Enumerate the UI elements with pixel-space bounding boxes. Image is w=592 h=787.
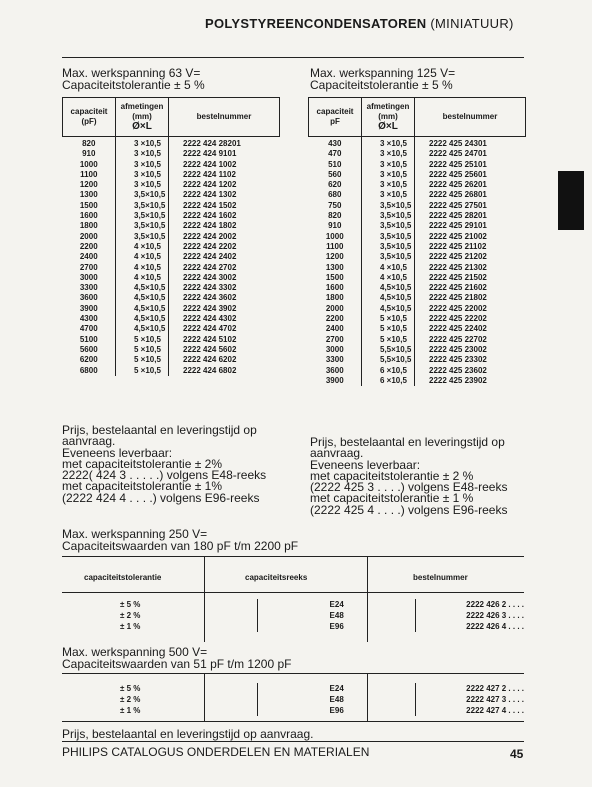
- dimension-cell: 4 ×10,5: [116, 252, 169, 262]
- order-number-cell: 2222 425 23302: [429, 355, 487, 365]
- table-row: [309, 242, 526, 252]
- table-row: [309, 366, 526, 376]
- header-rule: [62, 57, 524, 58]
- table-row: [63, 190, 280, 200]
- order-number-cell: 2222 427 4 . . . .: [466, 706, 524, 715]
- tolerance-cell: ± 1 %: [62, 621, 258, 632]
- capacitance-cell: 3600: [309, 366, 362, 376]
- table-row: [309, 283, 526, 293]
- order-number-cell: 2222 425 21202: [429, 252, 487, 262]
- dimension-cell: 4 ×10,5: [362, 273, 415, 283]
- note-line: aanvraag.: [62, 434, 116, 449]
- capacitance-cell: 3900: [309, 376, 362, 386]
- order-number-cell: 2222 424 4302: [183, 314, 237, 324]
- capacitance-cell: 1600: [63, 211, 116, 221]
- left-tolerance: Capaciteitstolerantie ± 5 %: [62, 78, 205, 92]
- tolerance-cell: ± 5 %: [62, 683, 258, 694]
- table-row: [309, 170, 526, 180]
- capacitance-cell: 4700: [63, 324, 116, 334]
- left-table-body: [63, 137, 280, 376]
- dimension-cell: 3,5×10,5: [362, 201, 415, 211]
- capacitance-cell: 3900: [63, 304, 116, 314]
- note-line: met capaciteitstolerantie ± 2%: [62, 456, 222, 471]
- dimension-cell: 3 ×10,5: [362, 137, 415, 150]
- order-number-cell: 2222 424 6202: [183, 355, 237, 365]
- capacitance-cell: 5600: [63, 345, 116, 355]
- capacitance-cell: 3000: [63, 273, 116, 283]
- tolerance-cell: ± 2 %: [62, 694, 258, 705]
- dimension-cell: 3,5×10,5: [362, 252, 415, 262]
- order-number-cell: 2222 424 1202: [183, 180, 237, 190]
- order-number-cell: 2222 425 21002: [429, 231, 487, 241]
- note-line: met capaciteitstolerantie ± 1%: [62, 479, 222, 494]
- section-250-table: [62, 599, 524, 632]
- capacitance-cell: 2700: [309, 335, 362, 345]
- order-number-cell: 2222 427 2 . . . .: [466, 684, 524, 693]
- section-250-voltage: Max. werkspanning 250 V=: [62, 527, 208, 541]
- order-number-cell: 2222 424 3302: [183, 283, 237, 293]
- col-bestelnummer: bestelnummer: [413, 573, 468, 582]
- order-number-cell: 2222 424 5602: [183, 344, 237, 354]
- right-notes: [310, 437, 507, 516]
- note-line: aanvraag.: [310, 446, 364, 461]
- dimension-cell: 4,5×10,5: [362, 304, 415, 314]
- capacitance-cell: 620: [309, 180, 362, 190]
- order-number-cell: 2222 424 2702: [183, 262, 237, 272]
- note-line: Eveneens leverbaar:: [310, 457, 421, 472]
- table-row: [63, 149, 280, 159]
- order-number-cell: 2222 425 21802: [429, 293, 487, 303]
- capacitance-cell: 3300: [63, 283, 116, 293]
- dimension-cell: 4 ×10,5: [362, 263, 415, 273]
- capacitance-cell: 2400: [63, 252, 116, 262]
- order-number-cell: 2222 425 24701: [429, 149, 487, 159]
- order-number-cell: 2222 424 1002: [183, 159, 237, 169]
- capacitance-cell: 820: [63, 137, 116, 150]
- table-row: [62, 683, 524, 694]
- dimension-cell: 4,5×10,5: [362, 293, 415, 303]
- dimension-cell: 3 ×10,5: [362, 180, 415, 190]
- order-number-cell: 2222 424 2202: [183, 241, 237, 251]
- capacitance-cell: 4300: [63, 314, 116, 324]
- table-row: [63, 252, 280, 262]
- table-row: [309, 211, 526, 221]
- order-number-cell: 2222 425 26801: [429, 190, 487, 200]
- order-number-cell: 2222 425 24301: [429, 139, 487, 148]
- capacitance-cell: 470: [309, 149, 362, 159]
- order-number-cell: 2222 424 2002: [183, 231, 237, 241]
- table-row: [62, 610, 524, 621]
- dimension-cell: 4,5×10,5: [116, 293, 169, 303]
- table-row: [309, 376, 526, 386]
- table-row: [309, 160, 526, 170]
- order-number-cell: 2222 426 4 . . . .: [466, 622, 524, 631]
- order-number-cell: 2222 424 1302: [183, 190, 237, 200]
- dimension-cell: 5 ×10,5: [116, 335, 169, 345]
- section-500-voltage: Max. werkspanning 500 V=: [62, 645, 208, 659]
- series-cell: E24: [258, 683, 416, 694]
- dimension-cell: 3 ×10,5: [362, 149, 415, 159]
- note-line: (2222 425 4 . . . .) volgens E96-reeks: [310, 502, 508, 517]
- right-tolerance: Capaciteitstolerantie ± 5 %: [310, 78, 453, 92]
- tolerance-cell: ± 2 %: [62, 610, 258, 621]
- capacitance-cell: 750: [309, 201, 362, 211]
- dimension-cell: 3 ×10,5: [116, 160, 169, 170]
- dimension-cell: 4 ×10,5: [116, 273, 169, 283]
- index-tab-marker: [558, 171, 584, 230]
- table-row: [309, 335, 526, 345]
- note-line: 2222( 424 3 . . . . .) volgens E48-reeks: [62, 468, 267, 483]
- rule: [62, 721, 524, 722]
- tolerance-cell: ± 1 %: [62, 705, 258, 716]
- table-row: [309, 221, 526, 231]
- left-notes: [62, 425, 266, 504]
- col-bestelnummer: bestelnummer: [169, 98, 280, 137]
- dimension-cell: 5 ×10,5: [116, 366, 169, 376]
- order-number-cell: 2222 424 1102: [183, 169, 236, 179]
- dimension-cell: 5 ×10,5: [116, 345, 169, 355]
- table-row: [63, 345, 280, 355]
- table-row: [63, 324, 280, 334]
- dimension-cell: 3 ×10,5: [362, 160, 415, 170]
- table-row: [309, 190, 526, 200]
- col-capaciteit: capaciteit pF: [309, 98, 362, 137]
- table-row: [63, 170, 280, 180]
- capacitance-cell: 1300: [63, 190, 116, 200]
- note-line: Prijs, bestelaantal en leveringstijd op: [310, 435, 505, 449]
- order-number-cell: 2222 424 4702: [183, 324, 237, 334]
- capacitance-cell: 1100: [309, 242, 362, 252]
- col-afmetingen: afmetingen (mm) Ø×L: [362, 98, 415, 137]
- order-number-cell: 2222 425 25101: [429, 159, 487, 169]
- note-line: (2222 425 3 . . . .) volgens E48-reeks: [310, 480, 508, 495]
- capacitance-cell: 560: [309, 170, 362, 180]
- footer-note: Prijs, bestelaantal en leveringstijd op aanvraag.: [62, 727, 314, 741]
- series-cell: E96: [258, 705, 416, 716]
- note-line: met capaciteitstolerantie ± 1 %: [310, 491, 474, 506]
- dimension-cell: 3,5×10,5: [362, 242, 415, 252]
- col-capaciteit: capaciteit (pF): [63, 98, 116, 137]
- table-row: [63, 304, 280, 314]
- table-row: [309, 232, 526, 242]
- capacitance-cell: 5100: [63, 335, 116, 345]
- dimension-cell: 3 ×10,5: [362, 170, 415, 180]
- footer-rule: [62, 741, 524, 742]
- capacitance-cell: 910: [309, 221, 362, 231]
- capacitance-cell: 1000: [309, 232, 362, 242]
- catalog-title: PHILIPS CATALOGUS ONDERDELEN EN MATERIALEN: [62, 745, 370, 759]
- capacitance-cell: 910: [63, 149, 116, 159]
- order-number-cell: 2222 424 3002: [183, 272, 237, 282]
- capacitance-cell: 510: [309, 160, 362, 170]
- order-number-cell: 2222 424 5102: [183, 334, 237, 344]
- order-number-cell: 2222 425 27501: [429, 200, 487, 210]
- dimension-cell: 3,5×10,5: [116, 221, 169, 231]
- table-row: [63, 273, 280, 283]
- order-number-cell: 2222 425 26201: [429, 180, 487, 190]
- capacitance-cell: 1200: [63, 180, 116, 190]
- left-voltage: Max. werkspanning 63 V=: [62, 66, 201, 80]
- table-row: [63, 242, 280, 252]
- table-row: [309, 263, 526, 273]
- table-row: [62, 621, 524, 632]
- table-row: [63, 201, 280, 211]
- rule: [62, 592, 524, 593]
- table-row: [62, 694, 524, 705]
- order-number-cell: 2222 424 1602: [183, 211, 237, 221]
- capacitance-cell: 820: [309, 211, 362, 221]
- col-bestelnummer: bestelnummer: [415, 98, 526, 137]
- rule: [62, 556, 524, 557]
- table-row: [309, 252, 526, 262]
- order-number-cell: 2222 424 1502: [183, 200, 237, 210]
- capacitance-cell: 1500: [309, 273, 362, 283]
- dimension-cell: 4,5×10,5: [116, 324, 169, 334]
- order-number-cell: 2222 425 23602: [429, 365, 487, 375]
- page-number: 45: [510, 747, 524, 761]
- dimension-cell: 4,5×10,5: [116, 304, 169, 314]
- table-row: [62, 705, 524, 716]
- capacitance-cell: 2700: [63, 263, 116, 273]
- table-row: [63, 366, 280, 376]
- table-row: [309, 355, 526, 365]
- capacitance-cell: 2200: [309, 314, 362, 324]
- dimension-cell: 6 ×10,5: [362, 366, 415, 376]
- note-line: (2222 424 4 . . . .) volgens E96-reeks: [62, 490, 260, 505]
- title-suffix: (MINIATUUR): [430, 16, 514, 31]
- dimension-cell: 6 ×10,5: [362, 376, 415, 386]
- capacitance-cell: 1800: [309, 293, 362, 303]
- table-row: [63, 180, 280, 190]
- dimension-cell: 3,5×10,5: [362, 221, 415, 231]
- table-row: [63, 293, 280, 303]
- table-row: [309, 273, 526, 283]
- dimension-cell: 4 ×10,5: [116, 263, 169, 273]
- order-number-cell: 2222 426 3 . . . .: [466, 611, 524, 620]
- page-title: [205, 16, 514, 31]
- table-row: [309, 180, 526, 190]
- order-number-cell: 2222 425 28201: [429, 211, 487, 221]
- order-number-cell: 2222 425 23902: [429, 375, 487, 385]
- table-row: [63, 211, 280, 221]
- order-number-cell: 2222 424 2402: [183, 252, 237, 262]
- table-row: [309, 345, 526, 355]
- capacitance-cell: 1200: [309, 252, 362, 262]
- note-line: met capaciteitstolerantie ± 2 %: [310, 468, 474, 483]
- capacitance-cell: 3000: [309, 345, 362, 355]
- capacitance-cell: 2400: [309, 324, 362, 334]
- section-500-table: [62, 683, 524, 716]
- table-row: [63, 232, 280, 242]
- dimension-cell: 5,5×10,5: [362, 355, 415, 365]
- dimension-cell: 5 ×10,5: [362, 335, 415, 345]
- dimension-cell: 4,5×10,5: [116, 314, 169, 324]
- series-cell: E48: [258, 610, 416, 621]
- col-afmetingen: afmetingen (mm) Ø×L: [116, 98, 169, 137]
- dimension-cell: 3,5×10,5: [116, 190, 169, 200]
- capacitance-cell: 6800: [63, 366, 116, 376]
- order-number-cell: 2222 425 22002: [429, 303, 487, 313]
- section-500-range: Capaciteitswaarden van 51 pF t/m 1200 pF: [62, 657, 292, 671]
- order-number-cell: 2222 425 22402: [429, 324, 487, 334]
- capacitance-cell: 2200: [63, 242, 116, 252]
- note-line: Prijs, bestelaantal en leveringstijd op: [62, 423, 257, 437]
- dimension-cell: 3 ×10,5: [362, 190, 415, 200]
- order-number-cell: 2222 425 23002: [429, 344, 487, 354]
- table-row: [309, 314, 526, 324]
- rule: [62, 673, 524, 674]
- order-number-cell: 2222 424 1802: [183, 221, 237, 231]
- order-number-cell: 2222 425 21502: [429, 272, 487, 282]
- series-cell: E24: [258, 599, 416, 610]
- left-capacitor-table: [62, 97, 280, 376]
- col-capaciteitsreeks: capaciteitsreeks: [245, 573, 308, 582]
- section-250-range: Capaciteitswaarden van 180 pF t/m 2200 pF: [62, 539, 299, 553]
- dimension-cell: 3,5×10,5: [116, 211, 169, 221]
- right-voltage: Max. werkspanning 125 V=: [310, 66, 456, 80]
- table-row: [63, 335, 280, 345]
- table-row: [63, 263, 280, 273]
- note-line: Eveneens leverbaar:: [62, 445, 173, 460]
- dimension-cell: 4 ×10,5: [116, 242, 169, 252]
- table-row: [309, 293, 526, 303]
- order-number-cell: 2222 425 29101: [429, 221, 487, 231]
- order-number-cell: 2222 424 6802: [183, 365, 237, 375]
- order-number-cell: 2222 425 21602: [429, 283, 487, 293]
- table-row: [309, 304, 526, 314]
- table-row: [63, 137, 280, 150]
- order-number-cell: 2222 426 2 . . . .: [466, 600, 524, 609]
- right-table-body: [309, 137, 526, 387]
- dimension-cell: 3 ×10,5: [116, 180, 169, 190]
- dimension-cell: 4,5×10,5: [362, 283, 415, 293]
- dimension-cell: 3,5×10,5: [362, 232, 415, 242]
- capacitance-cell: 2000: [309, 304, 362, 314]
- capacitance-cell: 680: [309, 190, 362, 200]
- table-row: [63, 355, 280, 365]
- dimension-cell: 5 ×10,5: [362, 324, 415, 334]
- col-capaciteitstolerantie: capaciteitstolerantie: [84, 573, 162, 582]
- capacitance-cell: 1300: [309, 263, 362, 273]
- table-row: [309, 137, 526, 150]
- dimension-cell: 3 ×10,5: [116, 170, 169, 180]
- capacitance-cell: 1100: [63, 170, 116, 180]
- capacitance-cell: 3300: [309, 355, 362, 365]
- right-capacitor-table: [308, 97, 526, 386]
- capacitance-cell: 1600: [309, 283, 362, 293]
- order-number-cell: 2222 425 21102: [429, 241, 487, 251]
- order-number-cell: 2222 424 9101: [183, 149, 237, 159]
- dimension-cell: 3 ×10,5: [116, 149, 169, 159]
- dimension-cell: 5,5×10,5: [362, 345, 415, 355]
- table-row: [63, 160, 280, 170]
- table-row: [63, 283, 280, 293]
- capacitance-cell: 3600: [63, 293, 116, 303]
- capacitance-cell: 2000: [63, 232, 116, 242]
- capacitance-cell: 430: [309, 137, 362, 150]
- capacitance-cell: 6200: [63, 355, 116, 365]
- order-number-cell: 2222 425 22202: [429, 314, 487, 324]
- dimension-cell: 3,5×10,5: [116, 232, 169, 242]
- dimension-cell: 3,5×10,5: [116, 201, 169, 211]
- dimension-cell: 5 ×10,5: [362, 314, 415, 324]
- tolerance-cell: ± 5 %: [62, 599, 258, 610]
- table-row: [309, 201, 526, 211]
- dimension-cell: 4,5×10,5: [116, 283, 169, 293]
- order-number-cell: 2222 425 25601: [429, 169, 487, 179]
- table-row: [63, 221, 280, 231]
- table-row: [309, 149, 526, 159]
- capacitance-cell: 1800: [63, 221, 116, 231]
- capacitance-cell: 1500: [63, 201, 116, 211]
- order-number-cell: 2222 425 22702: [429, 334, 487, 344]
- order-number-cell: 2222 424 3602: [183, 293, 237, 303]
- series-cell: E96: [258, 621, 416, 632]
- dimension-cell: 5 ×10,5: [116, 355, 169, 365]
- dimension-cell: 3 ×10,5: [116, 137, 169, 150]
- series-cell: E48: [258, 694, 416, 705]
- dimension-cell: 3,5×10,5: [362, 211, 415, 221]
- order-number-cell: 2222 425 21302: [429, 262, 487, 272]
- table-row: [309, 324, 526, 334]
- capacitance-cell: 1000: [63, 160, 116, 170]
- order-number-cell: 2222 424 28201: [183, 139, 241, 148]
- table-row: [62, 599, 524, 610]
- order-number-cell: 2222 427 3 . . . .: [466, 695, 524, 704]
- title-main: POLYSTYREENCONDENSATOREN: [205, 16, 427, 31]
- table-row: [63, 314, 280, 324]
- order-number-cell: 2222 424 3902: [183, 303, 237, 313]
